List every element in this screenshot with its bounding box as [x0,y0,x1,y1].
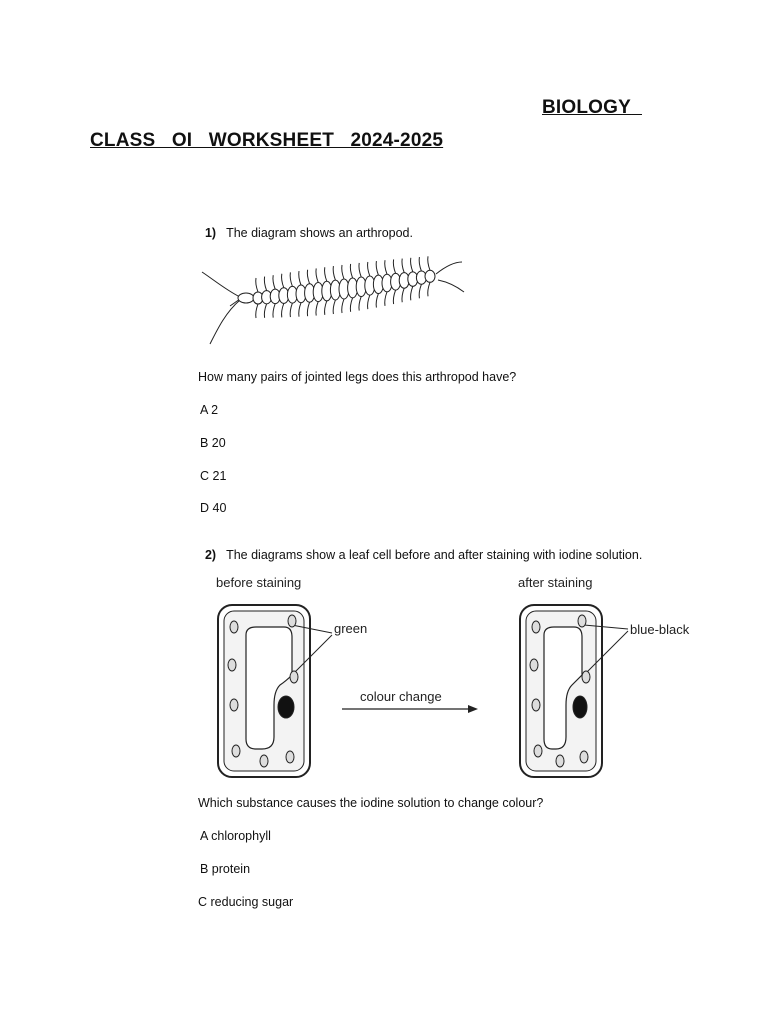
chloroplast [534,745,542,757]
leg [376,261,378,275]
leg [359,297,361,311]
leg [376,294,378,308]
chloroplast [230,621,238,633]
question-1-option-c[interactable]: C 21 [200,469,227,483]
leg [342,265,344,279]
leg [428,256,430,270]
leg [316,302,318,316]
leg [290,272,292,286]
body-segment [425,270,435,282]
after-staining-label: after staining [518,575,593,590]
chloroplast [532,621,540,633]
question-1-option-b[interactable]: B 20 [200,436,226,450]
leg [419,284,421,298]
leg [325,301,327,315]
leg [428,282,430,296]
leg [402,288,404,302]
chloroplast [578,615,586,627]
leg [282,303,284,317]
chloroplast [230,699,238,711]
antenna-upper [202,272,240,297]
leg [282,274,284,288]
subject-heading: BIOLOGY [542,97,632,118]
question-2-number: 2) [204,548,217,562]
blue-black-label: blue-black [630,622,690,637]
question-1-text: The diagram shows an arthropod. [226,226,413,240]
leg [307,270,309,284]
leg [385,260,387,274]
question-1 [198,212,413,240]
leg [333,266,335,280]
leg [368,262,370,276]
chloroplast [288,615,296,627]
green-label: green [334,621,368,636]
leg [393,259,395,273]
leg [264,304,266,318]
leg [290,303,292,317]
leg [299,271,301,285]
chloroplast [530,659,538,671]
antenna-lower [210,300,240,344]
leg [342,299,344,313]
leg [264,277,266,291]
question-1-number: 1) [204,226,217,240]
question-1-option-d[interactable]: D 40 [200,501,227,515]
chloroplast [580,751,588,763]
leg [402,259,404,273]
question-2-option-b[interactable]: B protein [200,862,251,876]
leg [316,268,318,282]
worksheet-title: CLASS OI WORKSHEET 2024-2025 [90,130,444,151]
question-2-option-c[interactable]: C reducing sugar [198,895,294,909]
leg [350,298,352,312]
leg [393,290,395,304]
arrow-head-icon [468,705,478,713]
question-2-option-a[interactable]: A chlorophyll [200,829,271,843]
leg [411,258,413,272]
leg [333,300,335,314]
colour-change-label: colour change [360,689,442,704]
leg [368,295,370,309]
chloroplast [232,745,240,757]
leg [307,302,309,316]
leg [350,264,352,278]
leg [299,303,301,317]
chloroplast [556,755,564,767]
leg [273,304,275,318]
chloroplast [532,699,540,711]
leg [273,275,275,289]
chloroplast [260,755,268,767]
leg [256,278,258,292]
leg [325,267,327,281]
chloroplast [582,671,590,683]
chloroplast [290,671,298,683]
question-2-prompt: Which substance causes the iodine solution to change colour? [198,796,544,810]
centipede-figure [196,250,471,350]
leg [359,263,361,277]
leg [411,286,413,300]
question-1-option-a[interactable]: A 2 [200,403,219,417]
chloroplast [228,659,236,671]
leg [419,257,421,271]
leaf-cell-figure [200,565,740,790]
cell-after [520,605,602,777]
before-staining-label: before staining [216,575,302,590]
leg [385,292,387,306]
question-2 [198,534,642,562]
chloroplast [286,751,294,763]
question-2-text: The diagrams show a leaf cell before and after staining with iodine solution. [226,548,643,562]
leg [256,304,258,318]
question-1-prompt: How many pairs of jointed legs does this arthropod have? [198,370,517,384]
